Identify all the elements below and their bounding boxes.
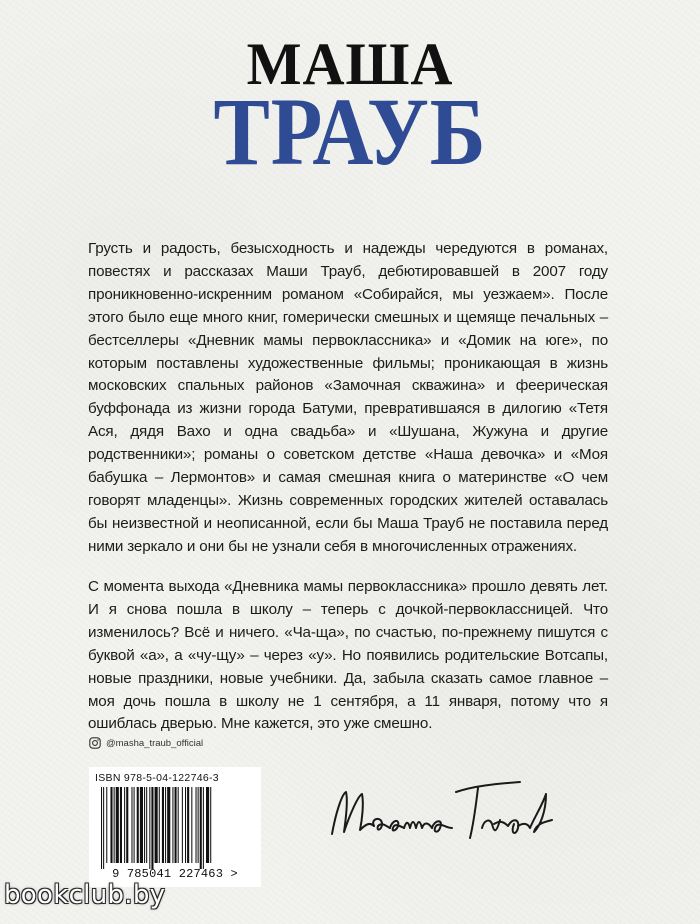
barcode-bar [178, 787, 179, 863]
barcode-bar [198, 787, 199, 863]
barcode-bar [116, 787, 119, 863]
barcode-bar [210, 787, 211, 863]
barcode-bar [124, 787, 125, 863]
author-first-name: МАША [246, 31, 454, 97]
barcode-bar [101, 787, 102, 869]
barcode-digits: 9 785041 227463 > [112, 867, 238, 881]
author-signature [324, 772, 564, 862]
barcode-bar [182, 787, 183, 863]
barcode-bar [114, 787, 115, 863]
social-handle[interactable] [89, 737, 203, 749]
barcode-bar [200, 787, 202, 869]
barcode-bar [126, 787, 128, 863]
barcode-bar [155, 787, 158, 863]
barcode-bar [110, 787, 112, 863]
barcode-bar [144, 787, 145, 863]
barcode-bar [146, 787, 147, 863]
barcode-bars [97, 787, 253, 869]
description-paragraph-1: Грусть и радость, безысходность и надежды чередуются в романах, повестях и рассказах Маши Трауб, дебютировавшей в 2007 году проникновенно-искренним романом «Собирайся, мы уезжаем». После этого было еще много книг, гомерически смешных и щемяще печальных – бестселлеры «Дневник мамы первоклассника» и «Домик на юге», по которым поставлены художественные фильмы; проникающая в жизнь московских спальных районов «Замочная скважина» и феерическая буффонада из жизни города Батуми, превратившаяся в дилогию «Тетя Ася, дядя Вахо и одна свадьба» и «Шушана, Жужуна и другие родственники»; романы о советском детстве «Наша девочка» и «Моя бабушка – Лермонтов» и самая смешная книга о материнстве «О чем говорят младенцы». Жизнь современных городских жителей оставалась бы неизвестной и неописанной, если бы Маша Трауб не поставила перед ними зеркало и они бы не узнали себя в многочисленных отражениях. [88, 240, 608, 555]
barcode-bar [167, 787, 170, 863]
barcode-bar [191, 787, 192, 863]
barcode-bar [165, 787, 166, 863]
watermark: bookclub.by [4, 880, 166, 910]
instagram-handle-text: @masha_traub_official [106, 737, 204, 749]
barcode-bar [151, 787, 153, 869]
barcode-bar [196, 787, 197, 863]
barcode-bar [103, 787, 104, 869]
barcode-bar [175, 787, 177, 863]
barcode-bar [187, 787, 189, 863]
barcode-bar [203, 787, 204, 869]
barcode-bar [159, 787, 160, 863]
barcode-bar [131, 787, 132, 863]
description-paragraph-2: С момента выхода «Дневника мамы первоклассника» прошло девять лет. И я снова пошла в школу – теперь с дочкой-первоклассницей. Что изменилось? Всё и ничего. «Ча-ща», по счастью, по-прежнему пишутся с буквой «а», а «чу-щу» – через «у». Но появились родительские Вотсапы, новые праздники, новые учебники. Да, забыла сказать самое главное – моя дочь пошла в школу не 1 сентября, а 11 января, потому что я ошиблась дверью. Мне кажется, это уже смешно. [88, 578, 608, 733]
isbn-label: ISBN 978-5-04-122746-3 [95, 772, 219, 784]
barcode-bar [206, 787, 209, 863]
barcode-bar [120, 787, 122, 863]
barcode-bar [172, 787, 173, 863]
author-last-name: ТРАУБ [213, 78, 487, 185]
barcode-bar [149, 787, 150, 869]
barcode-bar [162, 787, 164, 863]
barcode-bar [185, 787, 186, 863]
barcode-bar [134, 787, 135, 863]
barcode-bar [140, 787, 143, 863]
instagram-icon [89, 737, 101, 749]
barcode-bar [137, 787, 139, 863]
barcode-bar [106, 787, 107, 863]
isbn-barcode [89, 767, 261, 887]
